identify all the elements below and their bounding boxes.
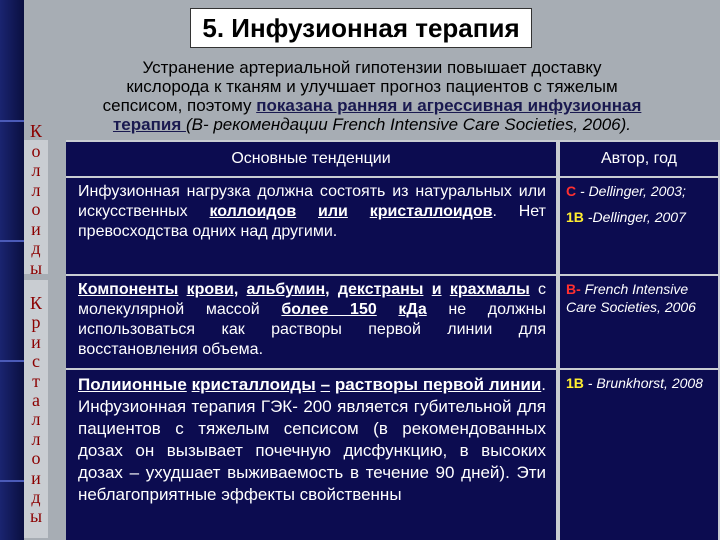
ref-text: - Brunkhorst, 2008 — [583, 375, 703, 391]
row-3-trend — [66, 370, 556, 540]
intro-line-1: Устранение артериальной гипотензии повышает доставку — [142, 58, 602, 77]
intro-line-3-plain: сепсисом, поэтому — [102, 96, 257, 115]
side-letter: о — [31, 199, 41, 219]
side-letter: и — [31, 218, 41, 239]
side-letter: К — [29, 121, 42, 141]
row-1-or: или — [318, 203, 348, 220]
side-letter: р — [31, 312, 41, 333]
side-letter: т — [32, 370, 40, 391]
side-letter: с — [32, 351, 40, 372]
side-letter: д — [31, 487, 41, 508]
row-1-tail: . Нет превосходства одних над другими. — [78, 203, 546, 240]
row-1-trend — [66, 178, 556, 274]
side-letter: д — [31, 238, 41, 258]
row-3-author — [560, 370, 718, 540]
row-1-ref-1 — [566, 182, 714, 200]
side-letter: л — [31, 428, 41, 449]
row-3-tail: . Инфузионная терапия ГЭК- 200 является губительной для пациентов с тяжелым сепсисом (в рекомендованных дозах он вызывает почечную дисфункцию, в высоких дозах – ухудшает выживаемость в течение 90 дней). Эти неблагоприятные эффекты свойственны — [78, 375, 547, 504]
intro-line-3 — [52, 96, 692, 115]
intro-paragraph — [52, 58, 692, 134]
side-letter: и — [31, 331, 41, 352]
row-2-dextrans: декстраны — [337, 281, 424, 298]
row-2-tail: не должны использоваться как растворы первой линии для восстановления объема. — [78, 301, 547, 358]
slide-title-box — [190, 8, 532, 48]
table-header-author — [560, 142, 718, 176]
row-2-albumin: альбумин, — [246, 281, 330, 298]
row-2-text: с молекулярной массой — [78, 281, 547, 318]
row-2-blood: крови, — [186, 281, 239, 298]
row-1-text: Инфузионная нагрузка должна состоять из натуральных или искусственных — [78, 183, 546, 220]
side-letter: ы — [29, 257, 43, 278]
grade-badge: 1В — [566, 209, 584, 225]
row-2-kda: кДа — [398, 301, 427, 318]
side-letter: и — [31, 467, 41, 488]
strip-tick — [0, 480, 24, 482]
grade-badge: С — [566, 183, 577, 199]
side-letter: о — [31, 448, 41, 469]
grade-badge: 1В — [566, 375, 584, 391]
side-letter: о — [31, 140, 41, 161]
row-1-crystalloids: кристаллоидов — [369, 203, 493, 220]
row-1-colloids: коллоидов — [209, 203, 297, 220]
row-2-trend — [66, 276, 556, 368]
grade-badge: В- — [566, 281, 581, 297]
strip-tick — [0, 240, 24, 242]
row-1-ref-2 — [566, 208, 714, 226]
row-1-author — [560, 178, 718, 274]
row-2-and: и — [431, 281, 442, 298]
side-letter: л — [31, 409, 41, 430]
row-3-first-line: растворы первой линии — [334, 375, 542, 394]
row-3-ref — [566, 374, 714, 392]
row-2-starches: крахмалы — [449, 281, 530, 298]
slide-title: 5. Инфузионная терапия — [202, 12, 520, 43]
row-1-space — [296, 203, 318, 220]
header-trends-label: Основные тенденции — [231, 150, 391, 167]
row-1-space — [348, 203, 370, 220]
side-letter: а — [32, 390, 40, 411]
ref-text: French Intensive Care Societies, 2006 — [566, 281, 696, 315]
ref-text: -Dellinger, 2007 — [583, 209, 686, 225]
row-3-dash: – — [320, 375, 331, 394]
intro-reference: (В- рекомендации French Intensive Care Societies, 2006). — [185, 115, 632, 134]
intro-line-4-emphasis: терапия — [112, 115, 186, 134]
table-header-trends — [66, 142, 556, 176]
row-3-polyionic: Полиионные — [78, 375, 187, 394]
row-2-author — [560, 276, 718, 368]
row-2-space — [178, 281, 186, 298]
strip-tick — [0, 120, 24, 122]
intro-line-2: кислорода к тканям и улучшает прогноз пациентов с тяжелым — [126, 77, 618, 96]
side-letter: ы — [29, 506, 43, 527]
left-decor-strip — [0, 0, 24, 540]
side-letter: л — [31, 160, 41, 180]
header-author-label: Автор, год — [600, 150, 678, 167]
side-letter: К — [29, 293, 42, 313]
row-2-ref — [566, 280, 714, 316]
row-2-space — [377, 301, 399, 318]
side-label-colloids — [26, 122, 46, 278]
row-2-space — [423, 281, 431, 298]
row-2-space — [238, 281, 246, 298]
row-2-mass: более 150 — [281, 301, 377, 318]
intro-line-3-emphasis: показана ранняя и агрессивная инфузионная — [256, 96, 642, 115]
row-2-space — [330, 281, 338, 298]
side-letter: л — [31, 179, 41, 200]
row-2-components: Компоненты — [78, 281, 179, 298]
ref-text: - Dellinger, 2003; — [576, 183, 686, 199]
side-label-crystalloids — [26, 294, 46, 527]
intro-line-4 — [52, 115, 692, 134]
strip-tick — [0, 360, 24, 362]
row-3-crystalloids: кристаллоиды — [191, 375, 316, 394]
